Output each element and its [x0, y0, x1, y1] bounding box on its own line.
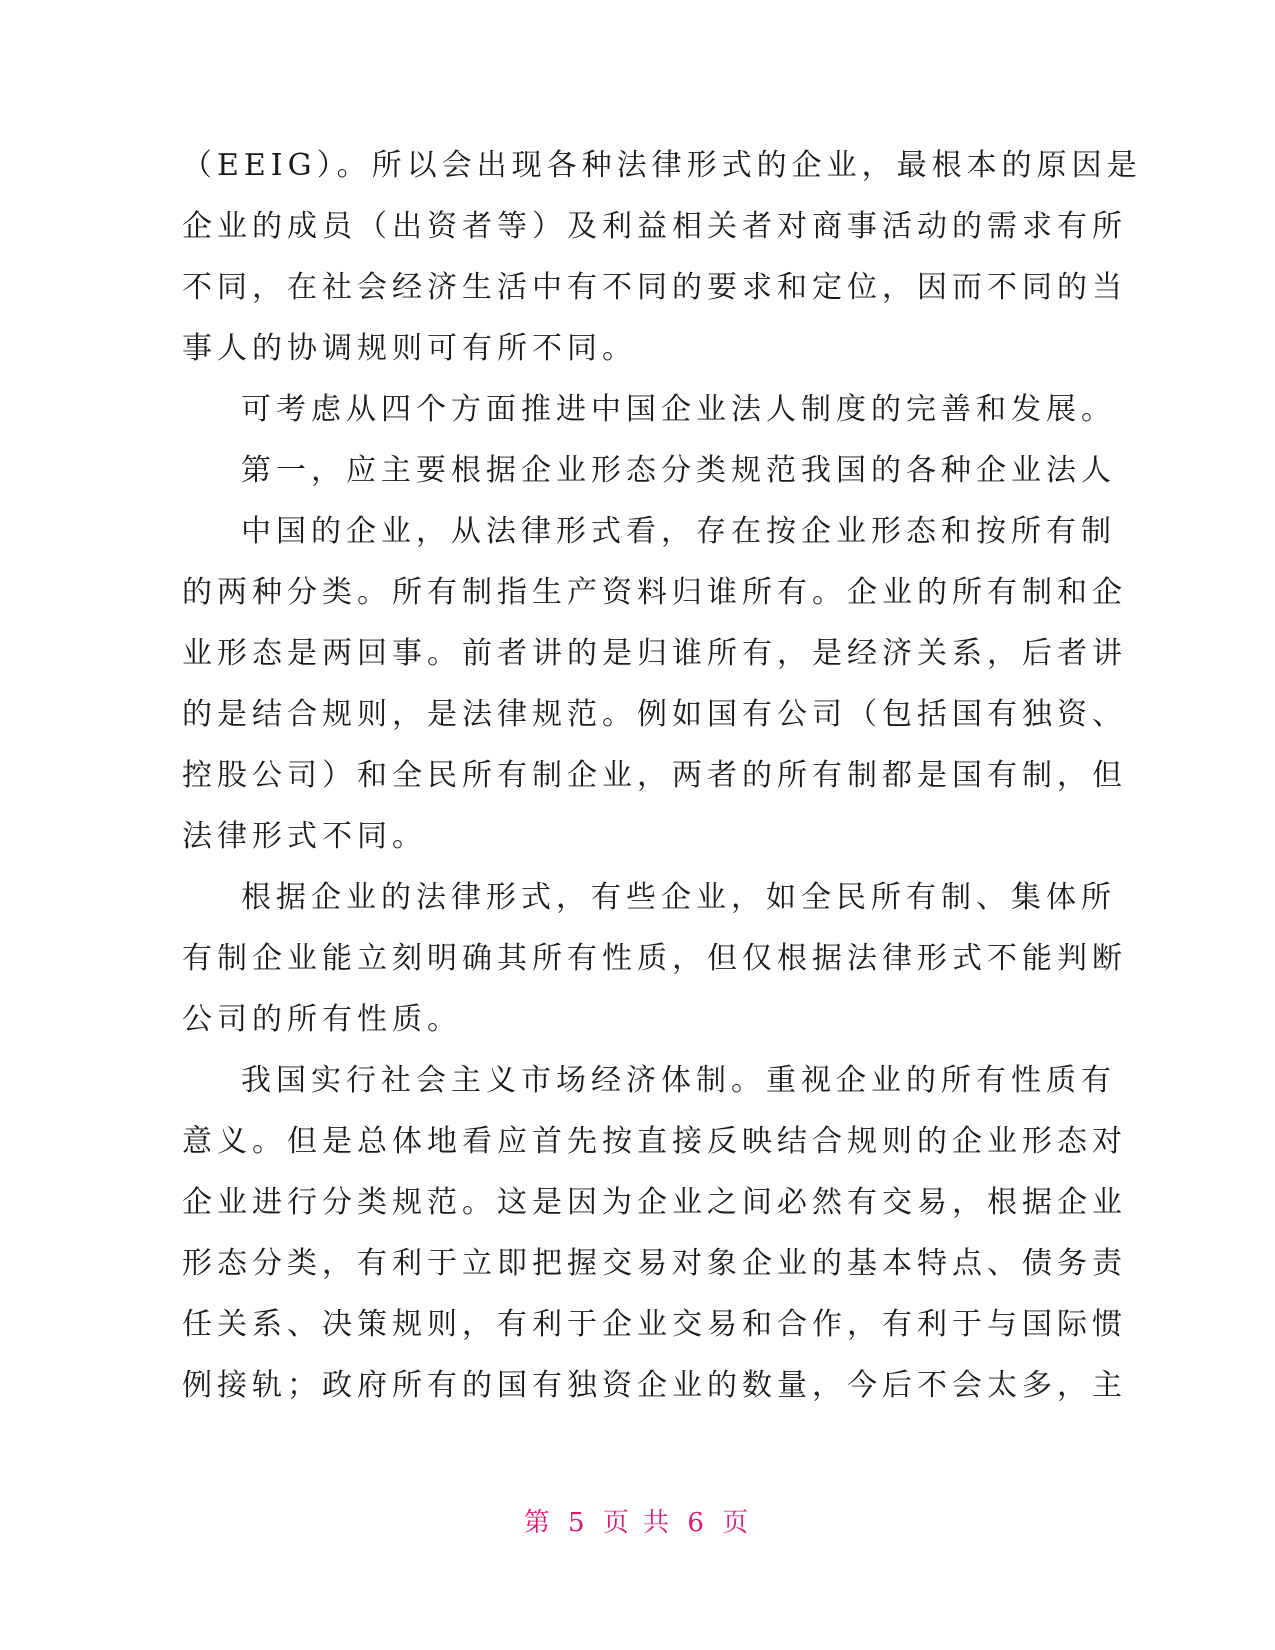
text-line: 中国的企业，从法律形式看，存在按企业形态和按所有制 — [241, 514, 1116, 549]
text-line: 企业进行分类规范。这是因为企业之间必然有交易，根据企业 — [182, 1185, 1127, 1220]
text-line: 我国实行社会主义市场经济体制。重视企业的所有性质有 — [241, 1063, 1116, 1098]
text-line: 例接轨；政府所有的国有独资企业的数量，今后不会太多，主 — [182, 1368, 1127, 1403]
text-line: 的两种分类。所有制指生产资料归谁所有。企业的所有制和企 — [182, 575, 1127, 610]
page-footer — [0, 1508, 1275, 1538]
footer-total-pages: 6 — [687, 1508, 707, 1538]
footer-middle: 页 共 — [602, 1508, 673, 1538]
text-line: 可考虑从四个方面推进中国企业法人制度的完善和发展。 — [241, 392, 1116, 427]
text-line: 业形态是两回事。前者讲的是归谁所有，是经济关系，后者讲 — [182, 636, 1127, 671]
text-line: （EEIG）。所以会出现各种法律形式的企业，最根本的原因是 — [182, 148, 1142, 183]
text-line: 第一，应主要根据企业形态分类规范我国的各种企业法人 — [241, 453, 1116, 488]
text-line: 有制企业能立刻明确其所有性质，但仅根据法律形式不能判断 — [182, 941, 1127, 976]
text-line: 事人的协调规则可有所不同。 — [182, 331, 637, 366]
text-line: 法律形式不同。 — [182, 819, 427, 854]
footer-page-number: 5 — [568, 1508, 588, 1538]
text-line: 控股公司）和全民所有制企业，两者的所有制都是国有制，但 — [182, 758, 1127, 793]
text-line: 意义。但是总体地看应首先按直接反映结合规则的企业形态对 — [182, 1124, 1127, 1159]
text-line: 形态分类，有利于立即把握交易对象企业的基本特点、债务责 — [182, 1246, 1127, 1281]
text-line: 任关系、决策规则，有利于企业交易和合作，有利于与国际惯 — [182, 1307, 1127, 1342]
text-line: 企业的成员（出资者等）及利益相关者对商事活动的需求有所 — [182, 209, 1127, 244]
footer-prefix: 第 — [523, 1508, 553, 1538]
footer-suffix: 页 — [722, 1508, 752, 1538]
text-line: 根据企业的法律形式，有些企业，如全民所有制、集体所 — [241, 880, 1116, 915]
text-line: 的是结合规则，是法律规范。例如国有公司（包括国有独资、 — [182, 697, 1127, 732]
text-line: 公司的所有性质。 — [182, 1002, 462, 1037]
text-line: 不同，在社会经济生活中有不同的要求和定位，因而不同的当 — [182, 270, 1127, 305]
